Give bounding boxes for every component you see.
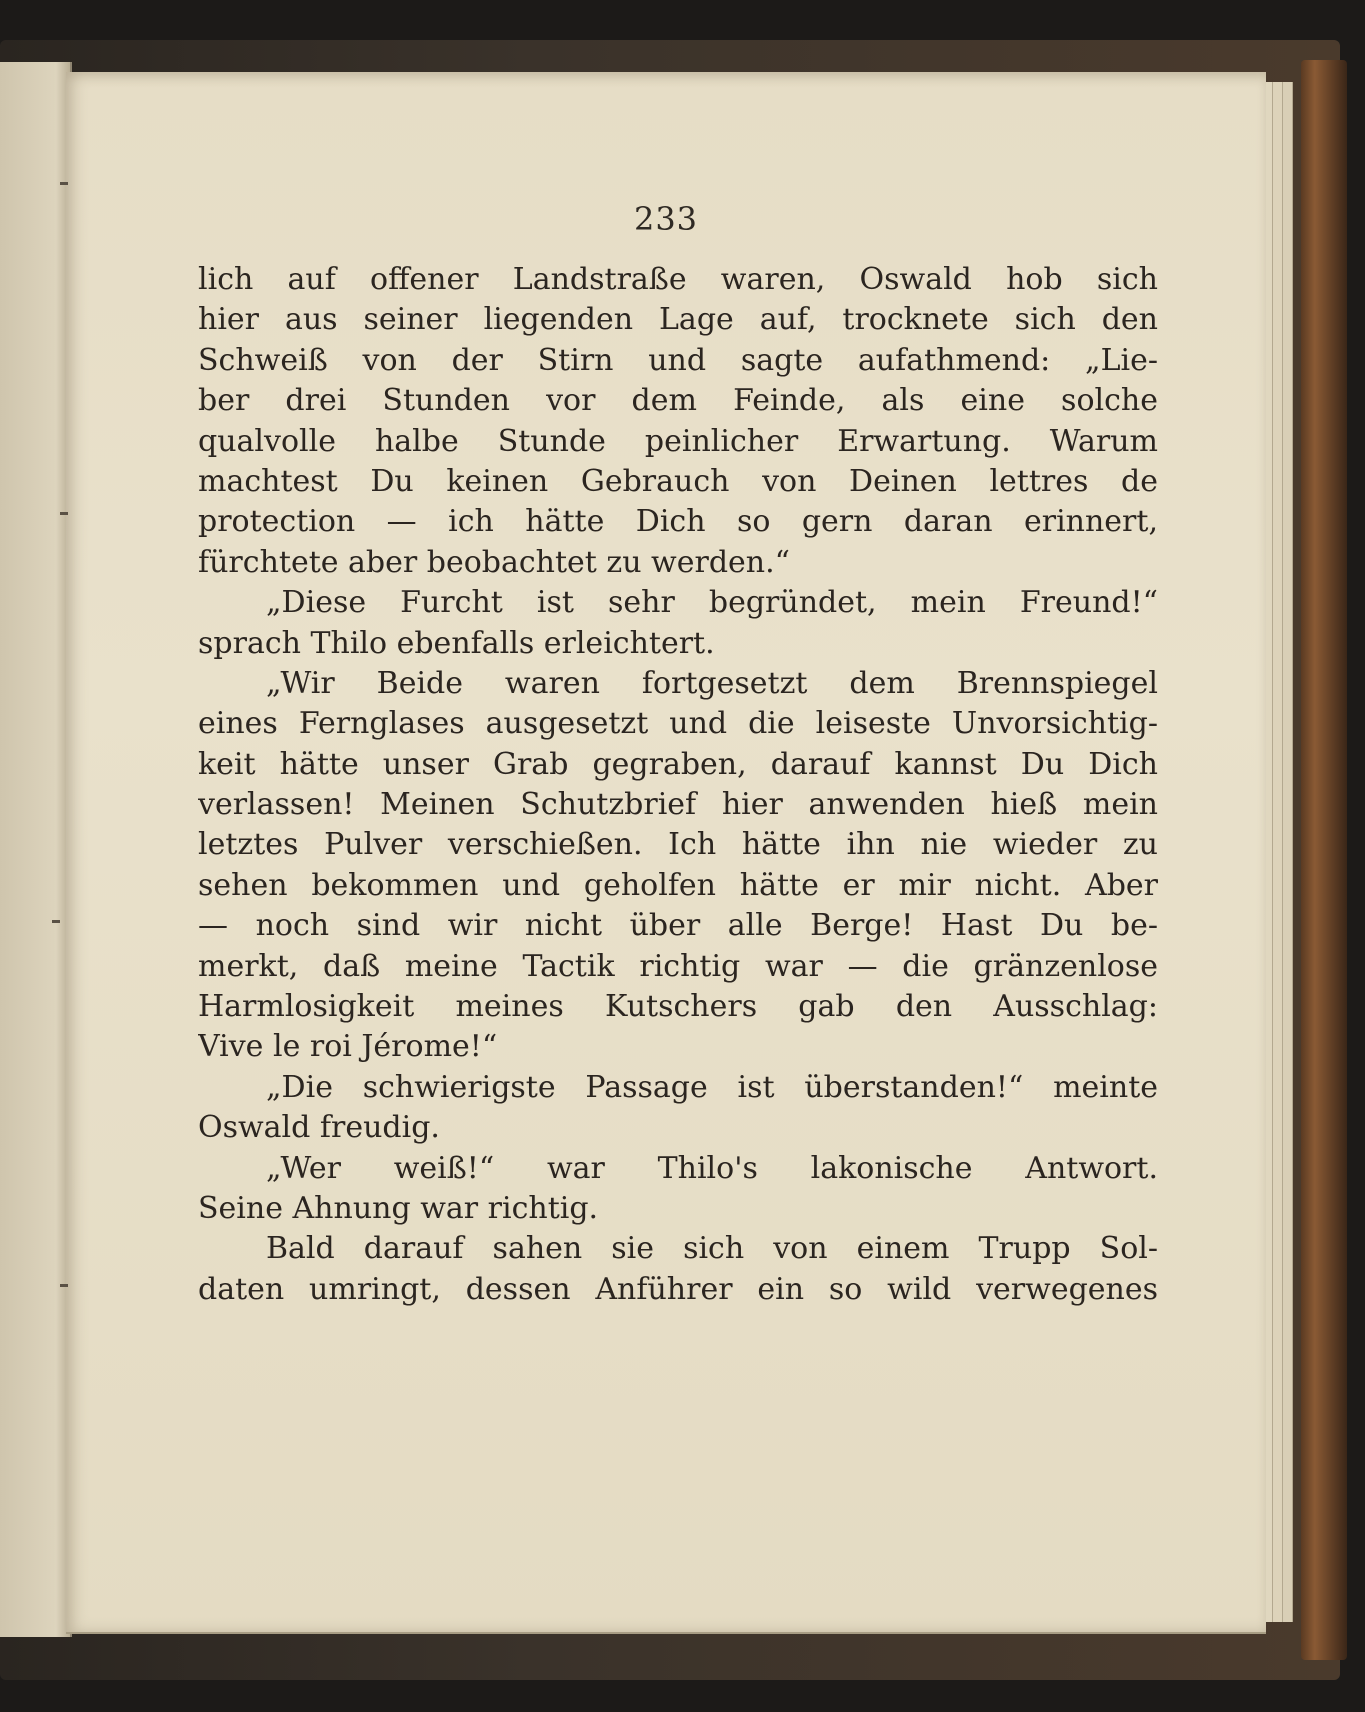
text-line: hier aus seiner liegenden Lage auf, trocknete sich den	[198, 302, 1158, 338]
text-line: letztes Pulver verschießen. Ich hätte ihn nie wieder zu	[198, 827, 1158, 863]
margin-mark	[52, 920, 60, 923]
page-stack-edge	[1282, 82, 1293, 1622]
margin-mark	[60, 512, 68, 515]
margin-mark	[60, 1284, 68, 1287]
text-line: „Wer weiß!“ war Thilo's lakonische Antwort.	[266, 1150, 1158, 1186]
text-line: „Die schwierigste Passage ist überstanden!“ meinte	[266, 1069, 1158, 1105]
margin-mark	[60, 182, 68, 185]
text-line: Bald darauf sahen sie sich von einem Trupp Sol-	[266, 1231, 1158, 1267]
page-number: 233	[633, 200, 699, 238]
text-line: Oswald freudig.	[198, 1110, 440, 1146]
book-page	[66, 72, 1266, 1634]
text-line: machtest Du keinen Gebrauch von Deinen lettres de	[198, 463, 1158, 499]
text-line: daten umringt, dessen Anführer ein so wild verwegenes	[198, 1271, 1158, 1307]
text-line: sehen bekommen und geholfen hätte er mir nicht. Aber	[198, 867, 1158, 903]
text-line: merkt, daß meine Tactik richtig war — die gränzenlose	[198, 948, 1158, 984]
text-line: verlassen! Meinen Schutzbrief hier anwenden hieß mein	[198, 787, 1158, 823]
text-line: protection — ich hätte Dich so gern daran erinnert,	[198, 504, 1158, 540]
text-line: eines Fernglases ausgesetzt und die leiseste Unvorsichtig-	[198, 706, 1158, 742]
text-line: Harmlosigkeit meines Kutschers gab den Ausschlag:	[198, 989, 1158, 1025]
previous-page-edge	[0, 62, 72, 1637]
page-text	[198, 260, 1158, 1310]
text-line: keit hätte unser Grab gegraben, darauf kannst Du Dich	[198, 746, 1158, 782]
cover-edge	[1301, 60, 1347, 1660]
text-line: Seine Ahnung war richtig.	[198, 1190, 599, 1226]
text-line: ber drei Stunden vor dem Feinde, als eine solche	[198, 383, 1158, 419]
text-line: qualvolle halbe Stunde peinlicher Erwartung. Warum	[198, 423, 1158, 459]
text-line: Schweiß von der Stirn und sagte aufathmend: „Lie-	[198, 342, 1158, 378]
text-line: — noch sind wir nicht über alle Berge! Hast Du be-	[198, 908, 1158, 944]
text-line: Vive le roi Jérome!“	[198, 1029, 498, 1065]
page-stack-edge	[1272, 82, 1283, 1622]
text-line: fürchtete aber beobachtet zu werden.“	[198, 544, 790, 580]
text-line: sprach Thilo ebenfalls erleichtert.	[198, 625, 715, 661]
text-line: „Diese Furcht ist sehr begründet, mein Freund!“	[266, 585, 1158, 621]
text-line: „Wir Beide waren fortgesetzt dem Brennspiegel	[266, 665, 1158, 701]
text-line: lich auf offener Landstraße waren, Oswald hob sich	[198, 262, 1158, 297]
